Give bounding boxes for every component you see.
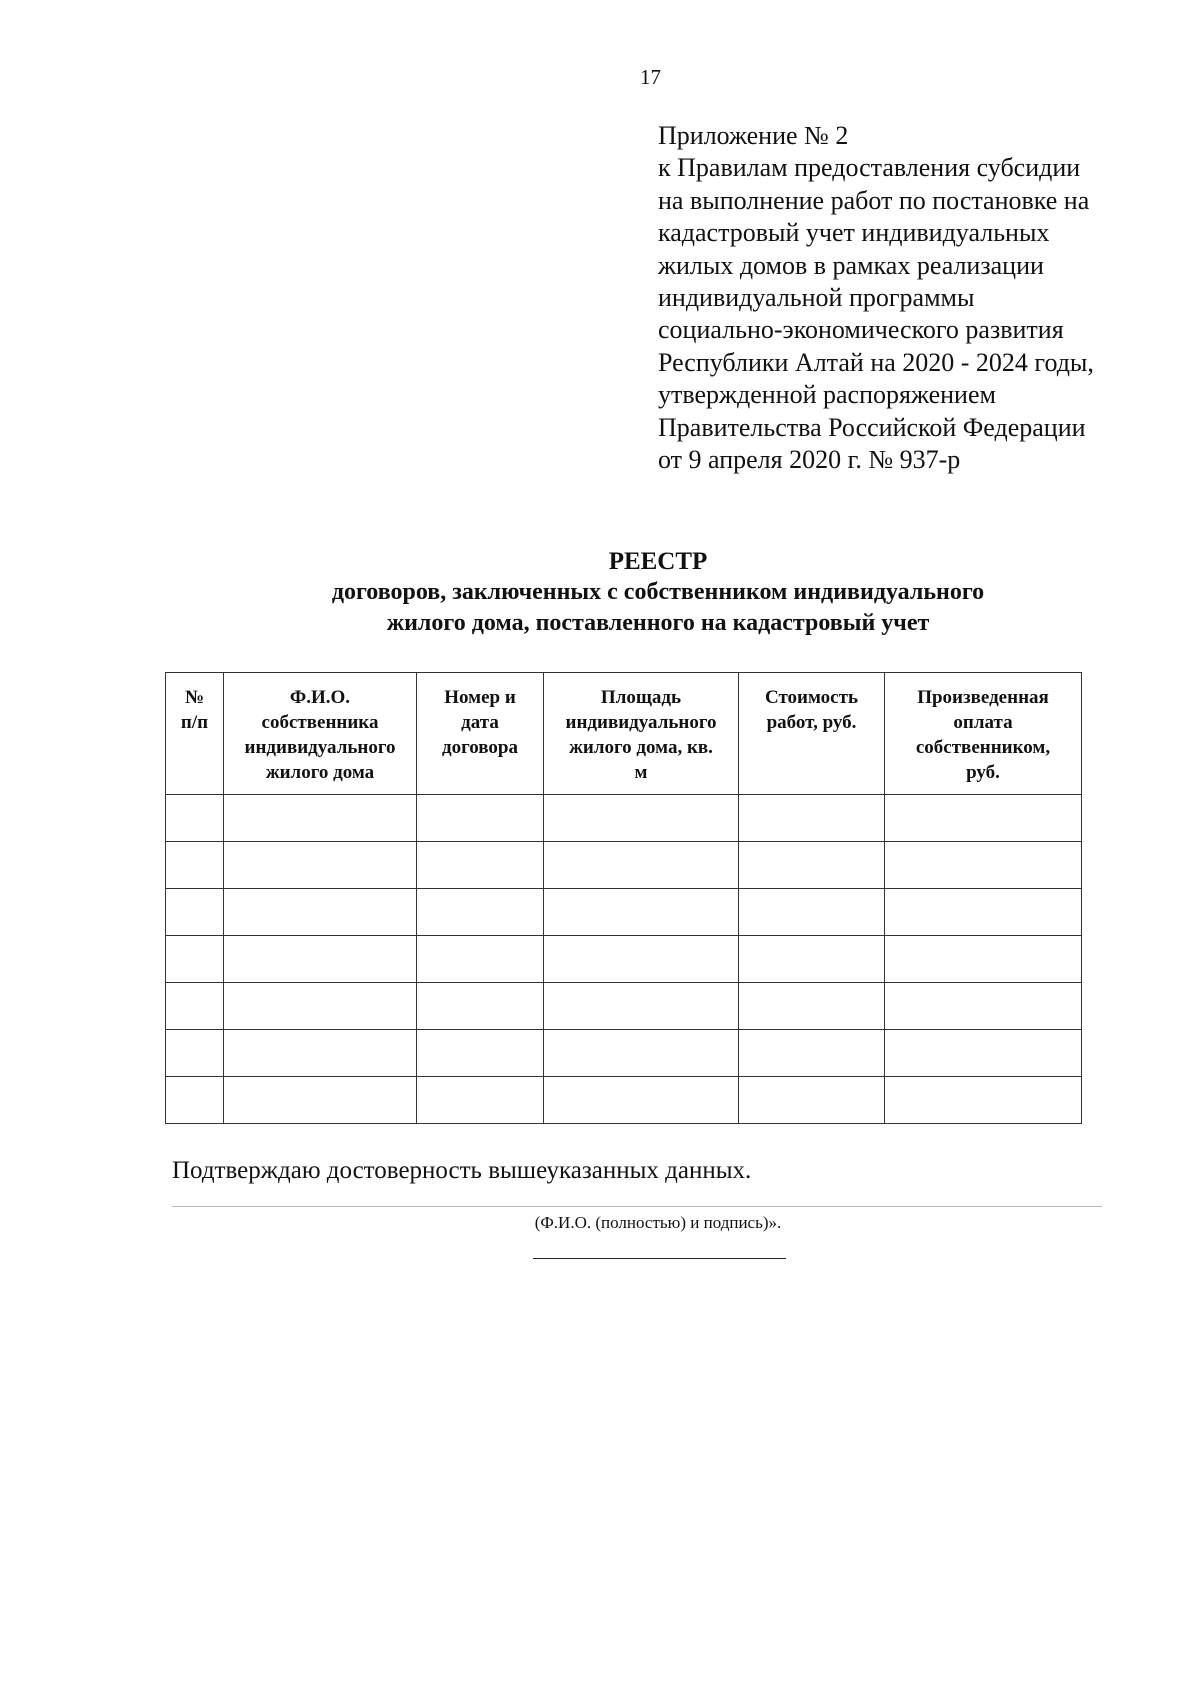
table-cell — [885, 983, 1082, 1030]
table-cell — [885, 936, 1082, 983]
table-cell — [224, 936, 417, 983]
table-cell — [224, 1077, 417, 1124]
appendix-line: Республики Алтай на 2020 - 2024 годы, — [658, 347, 1094, 377]
table-cell — [224, 889, 417, 936]
table-cell — [166, 1030, 224, 1077]
table-cell — [885, 842, 1082, 889]
table-cell — [417, 889, 544, 936]
appendix-line: индивидуальной программы — [658, 283, 975, 313]
title-subheading-line: жилого дома, поставленного на кадастровый учет — [386, 610, 930, 636]
title-heading: РЕЕСТР — [608, 548, 708, 575]
table-cell — [885, 1030, 1082, 1077]
table-cell — [224, 795, 417, 842]
appendix-line: Правительства Российской Федерации — [658, 412, 1086, 442]
table-cell — [544, 795, 739, 842]
header-owner-name: Ф.И.О. собственника индивидуального жилого дома — [224, 673, 417, 795]
table-cell — [417, 795, 544, 842]
table-body — [166, 795, 1082, 1124]
table-cell — [224, 842, 417, 889]
table-cell — [224, 983, 417, 1030]
table-cell — [544, 1030, 739, 1077]
table-cell — [885, 889, 1082, 936]
header-house-area: Площадь индивидуального жилого дома, кв. м — [544, 673, 739, 795]
table-row — [166, 1077, 1082, 1124]
table-row — [166, 1030, 1082, 1077]
title-subheading-line: договоров, заключенных с собственником индивидуального — [331, 579, 985, 605]
signature-caption: (Ф.И.О. (полностью) и подпись)». — [534, 1213, 782, 1232]
table-cell — [417, 1077, 544, 1124]
table-cell — [544, 842, 739, 889]
appendix-line: социально-экономического развития — [658, 315, 1064, 345]
table-cell — [739, 1077, 885, 1124]
table-row — [166, 983, 1082, 1030]
table-cell — [544, 983, 739, 1030]
table-cell — [544, 936, 739, 983]
table-cell — [885, 795, 1082, 842]
table-cell — [739, 842, 885, 889]
header-number: № п/п — [166, 673, 224, 795]
separator-line — [533, 1258, 786, 1259]
appendix-line: от 9 апреля 2020 г. № 937-р — [658, 445, 961, 475]
appendix-line: утвержденной распоряжением — [658, 380, 996, 410]
table-row — [166, 936, 1082, 983]
document-title — [200, 546, 1116, 639]
table-cell — [739, 889, 885, 936]
table-cell — [544, 1077, 739, 1124]
table-cell — [166, 936, 224, 983]
table-cell — [166, 1077, 224, 1124]
appendix-line: к Правилам предоставления субсидии — [658, 153, 1081, 183]
header-contract-number-date: Номер и дата договора — [417, 673, 544, 795]
table-cell — [885, 1077, 1082, 1124]
table-cell — [739, 1030, 885, 1077]
table-cell — [417, 936, 544, 983]
table-cell — [166, 983, 224, 1030]
table-cell — [417, 1030, 544, 1077]
appendix-line: кадастровый учет индивидуальных — [658, 218, 1050, 248]
table-row — [166, 795, 1082, 842]
registry-table — [165, 672, 1082, 1124]
appendix-line: на выполнение работ по постановке на — [658, 185, 1090, 215]
table-cell — [739, 983, 885, 1030]
table-cell — [739, 795, 885, 842]
confirmation-statement: Подтверждаю достоверность вышеуказанных данных. — [172, 1157, 752, 1184]
table-header-row — [166, 673, 1082, 795]
table-cell — [166, 842, 224, 889]
table-row — [166, 889, 1082, 936]
header-owner-payment: Произведенная оплата собственником, руб. — [885, 673, 1082, 795]
table-cell — [166, 795, 224, 842]
table-row — [166, 842, 1082, 889]
table-cell — [417, 842, 544, 889]
table-cell — [417, 983, 544, 1030]
header-work-cost: Стоимость работ, руб. — [739, 673, 885, 795]
table-cell — [166, 889, 224, 936]
page-number: 17 — [640, 65, 661, 89]
table-cell — [224, 1030, 417, 1077]
table-cell — [739, 936, 885, 983]
appendix-reference — [658, 120, 1178, 476]
signature-line — [172, 1206, 1102, 1207]
appendix-line: Приложение № 2 — [658, 121, 849, 150]
appendix-line: жилых домов в рамках реализации — [658, 250, 1044, 280]
table-cell — [544, 889, 739, 936]
